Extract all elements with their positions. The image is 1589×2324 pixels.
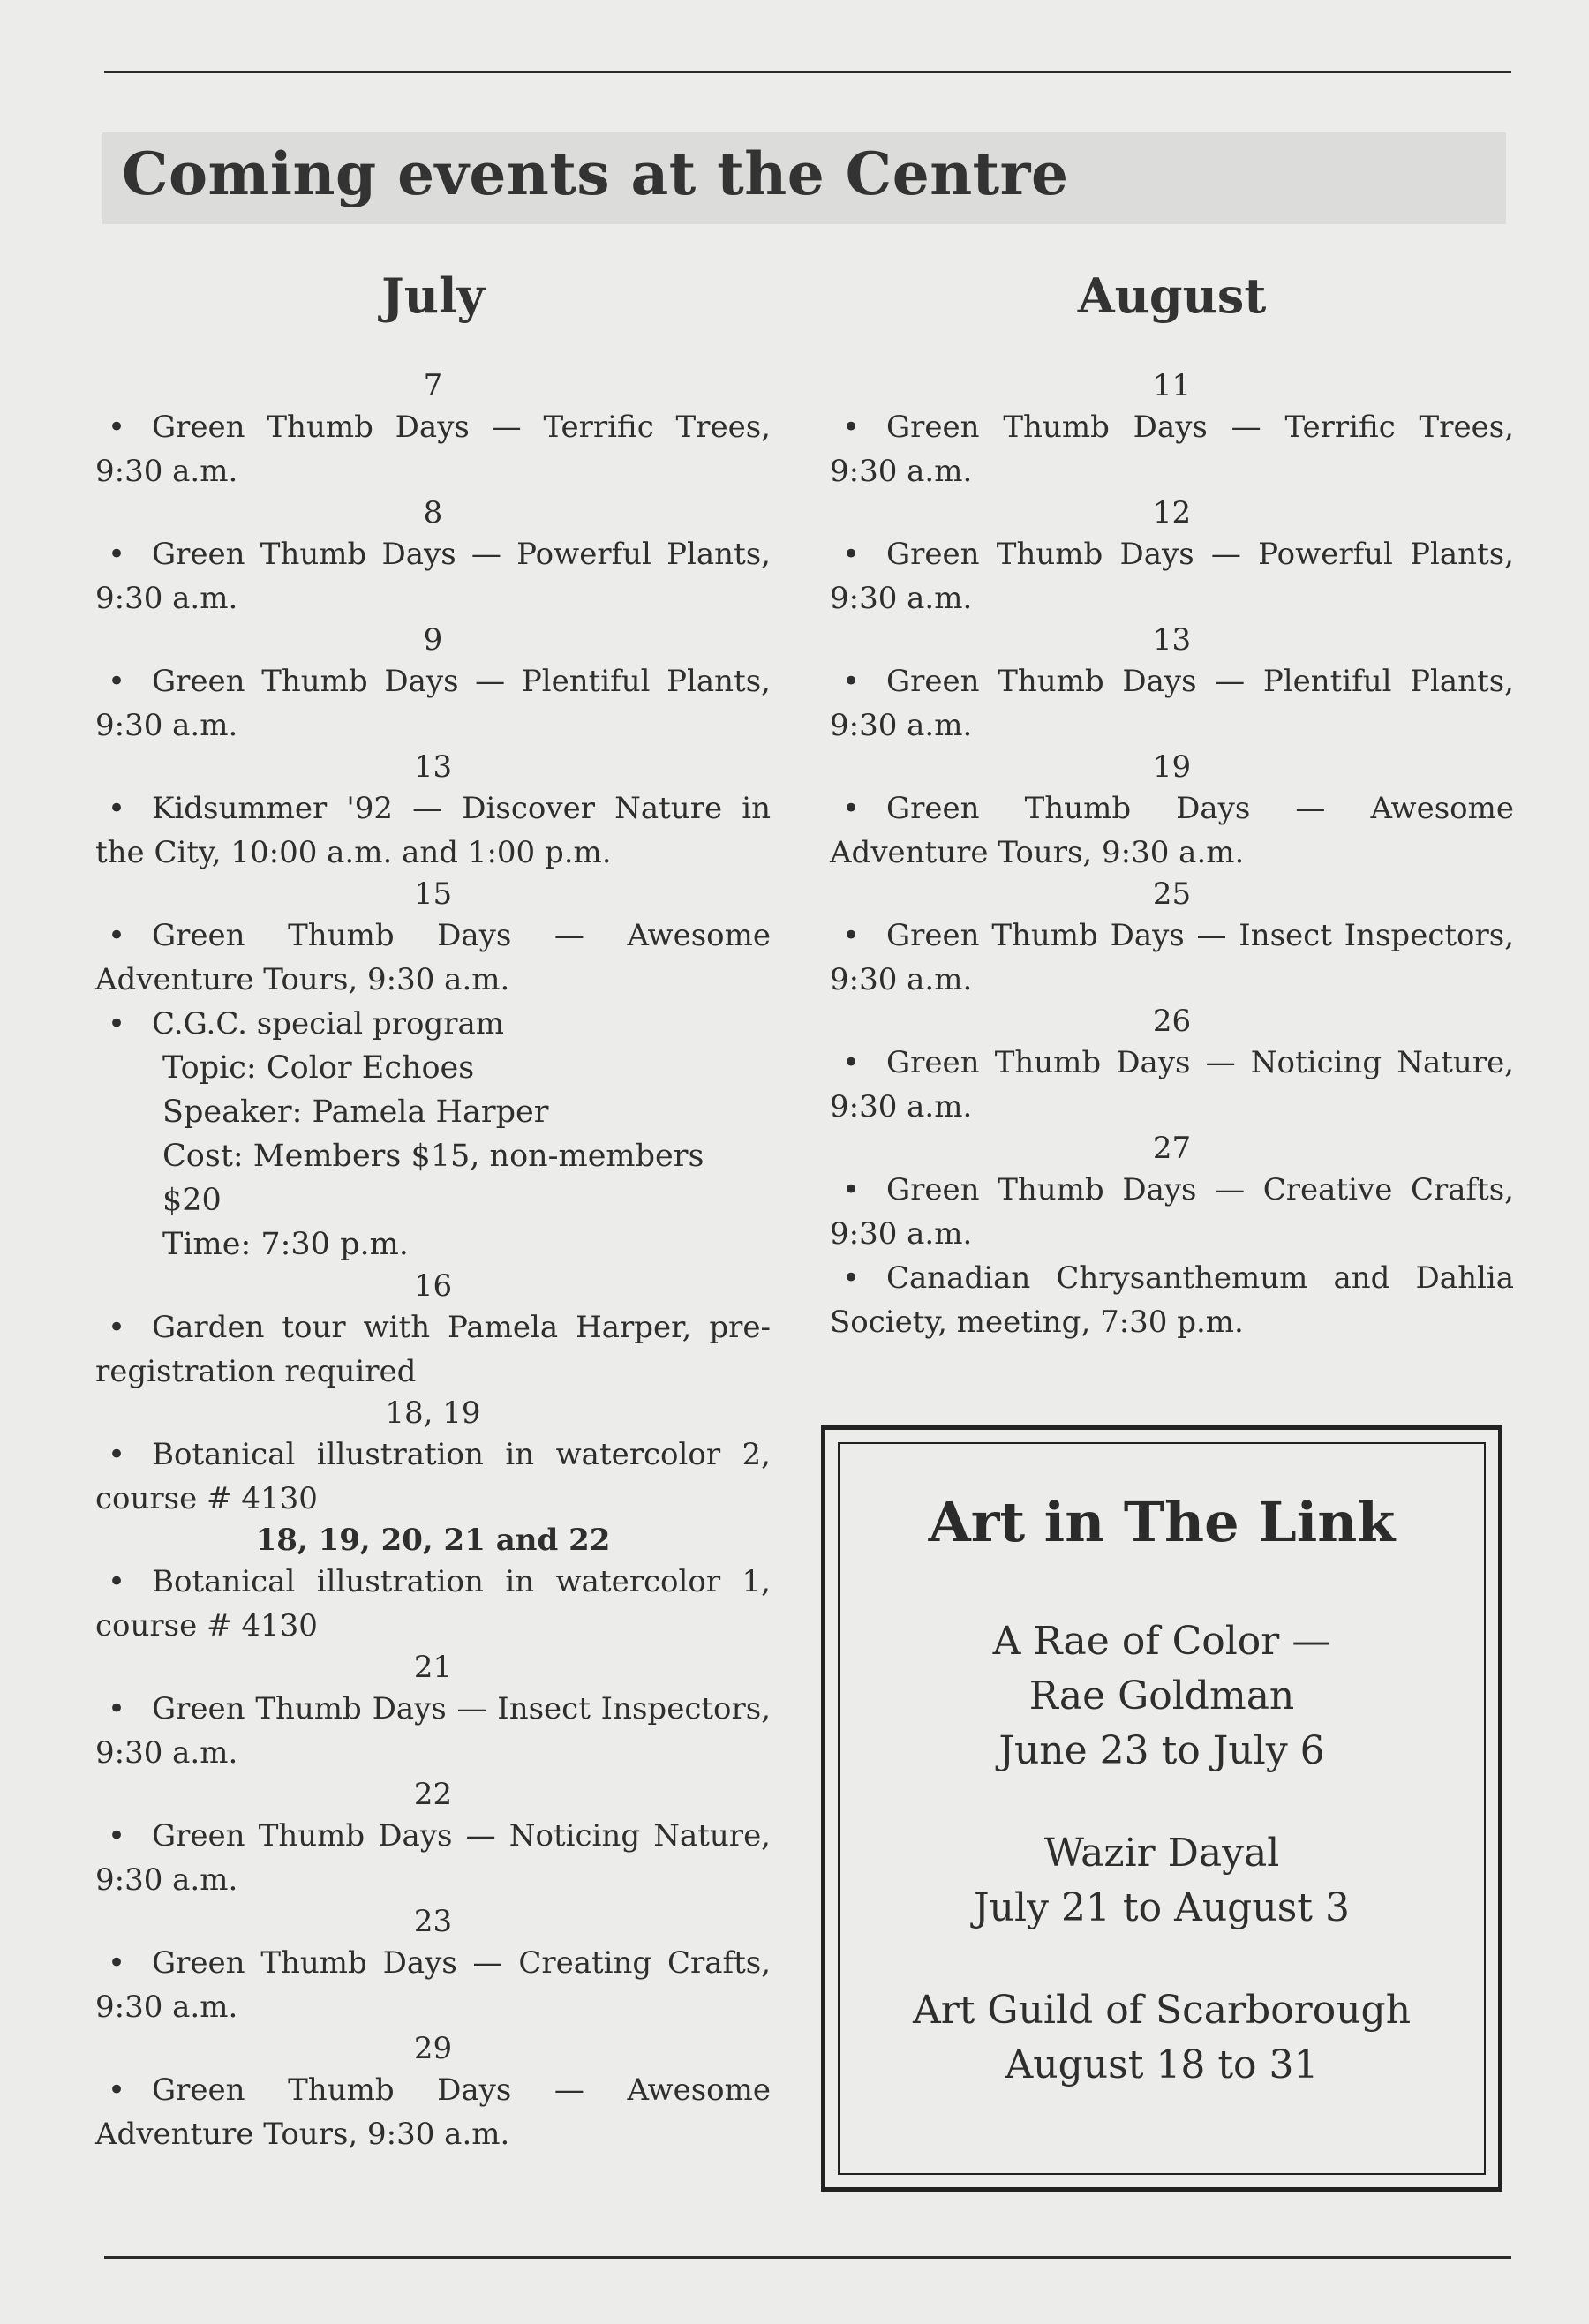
bullet-icon: • (842, 1260, 861, 1296)
bullet-icon: • (108, 1564, 126, 1599)
month-heading-july: July (381, 267, 485, 324)
event-date: 19 (1152, 749, 1192, 785)
bullet-icon: • (108, 791, 126, 826)
event-date: 29 (413, 2031, 453, 2066)
event-date: 18, 19, 20, 21 and 22 (255, 1523, 611, 1558)
july-column (95, 260, 771, 2156)
event-date: 16 (413, 1268, 453, 1304)
event-date: 15 (413, 876, 453, 912)
exhibit-dates: June 23 to July 6 (998, 1728, 1325, 1773)
bullet-icon: • (108, 1818, 126, 1854)
bullet-icon: • (108, 2072, 126, 2108)
bullet-icon: • (842, 1172, 861, 1207)
event-date: 23 (413, 1904, 453, 1939)
exhibit-dates: July 21 to August 3 (974, 1885, 1350, 1930)
bullet-icon: • (842, 1045, 861, 1080)
program-topic: Topic: Color Echoes (162, 1050, 475, 1086)
event-item: • Green Thumb Days — Awesome Adventure Tours, 9:30 a.m. (830, 786, 1514, 875)
bullet-icon: • (108, 1945, 126, 1981)
program-speaker: Speaker: Pamela Harper (162, 1094, 549, 1130)
event-date: 11 (1152, 368, 1192, 403)
event-item: • Green Thumb Days — Noticing Nature, 9:30 a.m. (95, 1814, 771, 1902)
event-item: • Canadian Chrysanthemum and Dahlia Society, meeting, 7:30 p.m. (830, 1256, 1514, 1344)
event-date: 26 (1152, 1004, 1192, 1039)
bottom-rule (104, 2256, 1511, 2259)
art-in-the-link-box (821, 1425, 1502, 2192)
event-item: • Green Thumb Days — Plentiful Plants, 9:30 a.m. (95, 659, 771, 748)
art-in-the-link-inner-border (838, 1442, 1486, 2175)
exhibit-line: A Rae of Color — (992, 1619, 1331, 1664)
top-rule (104, 71, 1511, 73)
bullet-icon: • (108, 410, 126, 445)
event-item: • Green Thumb Days — Creating Crafts, 9:30 a.m. (95, 1941, 771, 2029)
event-item: • Kidsummer '92 — Discover Nature in the City, 10:00 a.m. and 1:00 p.m. (95, 786, 771, 875)
special-program: • C.G.C. special program (95, 1002, 771, 1046)
bullet-icon: • (842, 537, 861, 572)
bullet-icon: • (108, 1437, 126, 1472)
page-title: Coming events at the Centre (122, 139, 1069, 208)
event-item: • Green Thumb Days — Awesome Adventure Tours, 9:30 a.m. (95, 914, 771, 1002)
event-date: 7 (423, 368, 443, 403)
event-item: • Green Thumb Days — Terrific Trees, 9:30 a.m. (830, 405, 1514, 493)
bullet-icon: • (108, 1691, 126, 1726)
bullet-icon: • (108, 918, 126, 953)
bullet-icon: • (842, 410, 861, 445)
bullet-icon: • (842, 664, 861, 699)
event-date: 9 (423, 622, 443, 658)
event-date: 8 (423, 495, 443, 530)
event-date: 18, 19 (385, 1395, 481, 1431)
event-item: • Green Thumb Days — Insect Inspectors, 9:30 a.m. (95, 1687, 771, 1775)
event-item: • Green Thumb Days — Powerful Plants, 9:30 a.m. (95, 532, 771, 620)
bullet-icon: • (108, 537, 126, 572)
event-item: • Green Thumb Days — Creative Crafts, 9:30 a.m. (830, 1168, 1514, 1256)
bullet-icon: • (108, 1310, 126, 1345)
event-item: • Botanical illustration in watercolor 2, course # 4130 (95, 1433, 771, 1521)
exhibit-artist: Wazir Dayal (1043, 1831, 1280, 1876)
event-item: • Botanical illustration in watercolor 1, course # 4130 (95, 1560, 771, 1648)
bullet-icon: • (108, 1006, 126, 1042)
exhibit-artist: Rae Goldman (1028, 1673, 1295, 1719)
event-item: • Green Thumb Days — Insect Inspectors, 9:30 a.m. (830, 914, 1514, 1002)
art-in-the-link-title: Art in The Link (928, 1490, 1396, 1554)
event-date: 12 (1152, 495, 1192, 530)
event-date: 21 (413, 1650, 453, 1685)
bullet-icon: • (842, 791, 861, 826)
event-date: 13 (413, 749, 453, 785)
program-cost: Cost: Members $15, non-members $20 (162, 1139, 704, 1218)
exhibit-artist: Art Guild of Scarborough (912, 1988, 1412, 2033)
event-date: 22 (413, 1777, 453, 1812)
event-item: • Green Thumb Days — Awesome Adventure Tours, 9:30 a.m. (95, 2068, 771, 2156)
event-item: • Green Thumb Days — Plentiful Plants, 9:30 a.m. (830, 659, 1514, 748)
event-item: • Green Thumb Days — Powerful Plants, 9:30 a.m. (830, 532, 1514, 620)
program-time: Time: 7:30 p.m. (162, 1227, 409, 1262)
event-date: 25 (1152, 876, 1192, 912)
exhibit-dates: August 18 to 31 (1005, 2042, 1319, 2087)
event-date: 13 (1152, 622, 1192, 658)
bullet-icon: • (108, 664, 126, 699)
special-program-details (95, 1046, 771, 1267)
month-heading-august: August (1077, 267, 1267, 324)
event-item: • Green Thumb Days — Noticing Nature, 9:30 a.m. (830, 1041, 1514, 1129)
event-item: • Garden tour with Pamela Harper, pre-registration required (95, 1305, 771, 1394)
august-column (830, 260, 1514, 1344)
event-item: • Green Thumb Days — Terrific Trees, 9:30 a.m. (95, 405, 771, 493)
bullet-icon: • (842, 918, 861, 953)
event-date: 27 (1152, 1131, 1192, 1166)
